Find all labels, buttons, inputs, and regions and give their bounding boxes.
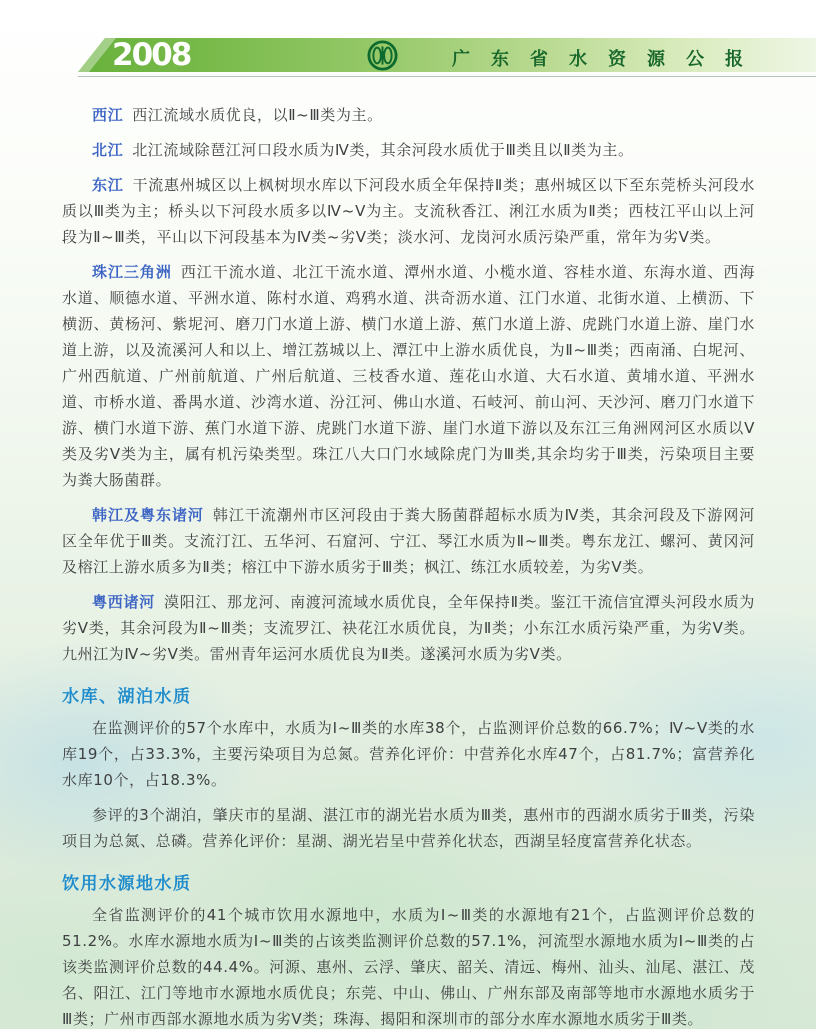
paragraph-drinking-water-stats: 全省监测评价的41个城市饮用水源地中，水质为Ⅰ~Ⅲ类的水源地有21个，占监测评价总数的51.2%。水库水源地水质为Ⅰ~Ⅲ类的占该类监测评价总数的57.1%，河流型水源地水质为Ⅰ~Ⅲ类的占该类监测评价总数的44.4%。河源、惠州、云浮、肇庆、韶关、清远、梅州、汕头、汕尾、湛江、茂名、阳江、江门等地市水源地水质优良；东莞、中山、佛山、广州东部及南部等地市水源地水质劣于Ⅲ类；广州市西部水源地水质为劣Ⅴ类；珠海、揭阳和深圳市的部分水库水源地水质劣于Ⅲ类。 [62, 906, 755, 1028]
year-label: 2008 [112, 37, 191, 73]
paragraph-text: 西江流域水质优良，以Ⅱ~Ⅲ类为主。 [132, 106, 383, 124]
paragraph-yuexi-rivers [62, 589, 755, 667]
page-title: 广东省水资源公报 [452, 49, 764, 70]
section-heading-drinking-water-quality: 饮用水源地水质 [62, 874, 192, 894]
paragraph-dongjiang [62, 172, 755, 250]
paragraph-text: 干流惠州城区以上枫树坝水库以下河段水质全年保持Ⅱ类；惠州城区以下至东莞桥头河段水质以Ⅲ类为主；桥头以下河段水质多以Ⅳ~Ⅴ为主。支流秋香江、浰江水质为Ⅱ类；西枝江平山以上河段为Ⅱ~Ⅲ类，平山以下河段基本为Ⅳ类~劣Ⅴ类；淡水河、龙岗河水质污染严重，常年为劣Ⅴ类。 [62, 176, 755, 246]
paragraph-text: 北江流域除琶江河口段水质为Ⅳ类，其余河段水质优于Ⅲ类且以Ⅱ类为主。 [132, 141, 634, 159]
water-resources-emblem-icon [366, 39, 399, 72]
river-lead-pearl-river-delta: 珠江三角洲 [92, 263, 172, 281]
paragraph-pearl-river-delta [62, 259, 755, 493]
paragraph-text: 漠阳江、那龙河、南渡河流域水质优良，全年保持Ⅱ类。鉴江干流信宜潭头河段水质为劣Ⅴ类，其余河段为Ⅱ~Ⅲ类；支流罗江、袂花江水质优良，为Ⅱ类；小东江水质污染严重，为劣Ⅴ类。九州江为Ⅳ~劣Ⅴ类。雷州青年运河水质优良为Ⅱ类。遂溪河水质为劣Ⅴ类。 [62, 593, 755, 663]
paragraph-beijiang [62, 137, 755, 163]
river-lead-hanjiang-yuedong: 韩江及粤东诸河 [92, 506, 204, 524]
paragraph-lake-stats: 参评的3个湖泊，肇庆市的星湖、湛江市的湖光岩水质为Ⅲ类，惠州市的西湖水质劣于Ⅲ类，污染项目为总氮、总磷。营养化评价：星湖、湖光岩呈中营养化状态，西湖呈轻度富营养化状态。 [62, 806, 755, 850]
paragraph-text: 韩江干流潮州市区河段由于粪大肠菌群超标水质为Ⅳ类，其余河段及下游网河区全年优于Ⅲ类。支流汀江、五华河、石窟河、宁江、琴江水质为Ⅱ~Ⅲ类。粤东龙江、螺河、黄冈河及榕江上游水质多为Ⅱ类；榕江中下游水质劣于Ⅲ类；枫江、练江水质较差，为劣Ⅴ类。 [62, 506, 755, 576]
river-lead-dongjiang: 东江 [92, 176, 124, 194]
river-lead-yuexi-rivers: 粤西诸河 [92, 593, 156, 611]
paragraph-xijiang [62, 102, 755, 128]
section-heading-reservoir-lake-quality: 水库、湖泊水质 [62, 687, 192, 707]
river-lead-beijiang: 北江 [92, 141, 124, 159]
paragraph-reservoir-stats: 在监测评价的57个水库中，水质为Ⅰ~Ⅲ类的水库38个，占监测评价总数的66.7%；Ⅳ~Ⅴ类的水库19个，占33.3%，主要污染项目为总氮。营养化评价：中营养化水库47个，占81.7%；富营养化水库10个，占18.3%。 [62, 719, 755, 789]
document-body [62, 102, 755, 1029]
river-lead-xijiang: 西江 [92, 106, 124, 124]
paragraph-text: 西江干流水道、北江干流水道、潭州水道、小榄水道、容桂水道、东海水道、西海水道、顺德水道、平洲水道、陈村水道、鸡鸦水道、洪奇沥水道、江门水道、北街水道、上横沥、下横沥、黄杨河、紫坭河、磨刀门水道上游、横门水道上游、蕉门水道上游、虎跳门水道上游、崖门水道上游，以及流溪河人和以上、增江荔城以上、潭江中上游水质优良，为Ⅱ~Ⅲ类；西南涌、白坭河、广州西航道、广州前航道、广州后航道、三枝香水道、莲花山水道、大石水道、黄埔水道、平洲水道、市桥水道、番禺水道、沙湾水道、汾江河、佛山水道、石岐河、前山河、天沙河、磨刀门水道下游、横门水道下游、蕉门水道下游、虎跳门水道下游、崖门水道下游以及东江三角洲网河区水质以Ⅴ类及劣Ⅴ类为主，属有机污染类型。珠江八大口门水域除虎门为Ⅲ类,其余均劣于Ⅲ类，污染项目主要为粪大肠菌群。 [62, 263, 755, 489]
header-divider-line [78, 76, 816, 77]
paragraph-hanjiang-yuedong [62, 502, 755, 580]
